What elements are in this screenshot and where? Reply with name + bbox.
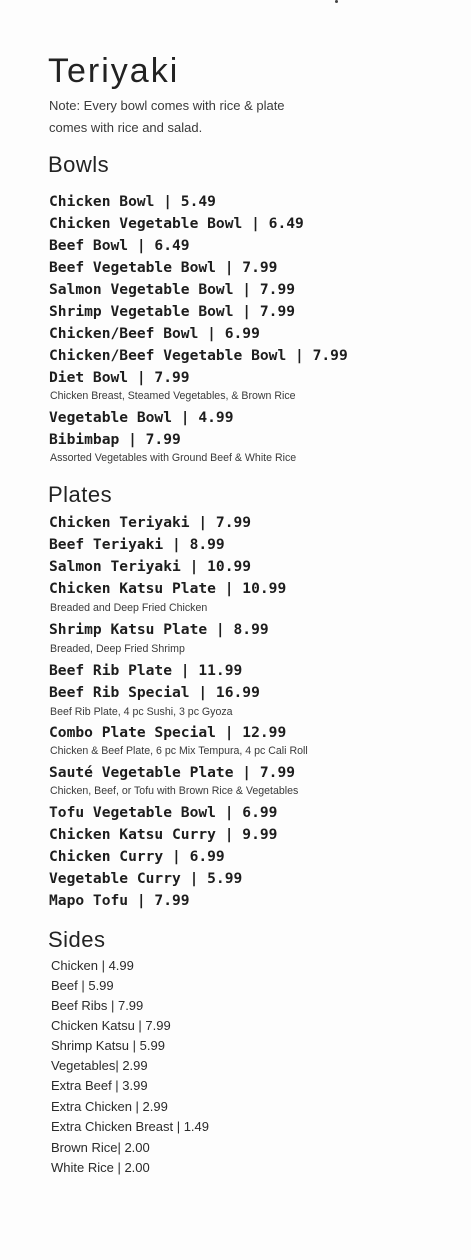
menu-item-chicken-beef-vegetable-bowl: Chicken/Beef Vegetable Bowl | 7.99 (49, 347, 348, 364)
menu-item-combo-plate-special: Combo Plate Special | 12.99 (49, 724, 287, 741)
menu-item-description: Assorted Vegetables with Ground Beef & White Rice (50, 452, 297, 464)
side-item-white-rice: White Rice | 2.00 (51, 1160, 150, 1175)
note-line-1: Note: Every bowl comes with rice & plate (49, 98, 285, 113)
menu-item-bibimbap: Bibimbap | 7.99 (49, 431, 181, 448)
side-item-extra-beef: Extra Beef | 3.99 (51, 1078, 148, 1093)
side-item-beef: Beef | 5.99 (51, 978, 114, 993)
menu-item-vegetable-curry: Vegetable Curry | 5.99 (49, 870, 243, 887)
menu-item-beef-rib-special: Beef Rib Special | 16.99 (49, 684, 260, 701)
menu-item-salmon-teriyaki: Salmon Teriyaki | 10.99 (49, 558, 252, 575)
menu-item-shrimp-katsu-plate: Shrimp Katsu Plate | 8.99 (49, 621, 269, 638)
menu-item-beef-vegetable-bowl: Beef Vegetable Bowl | 7.99 (49, 259, 278, 276)
menu-item-description: Chicken & Beef Plate, 6 pc Mix Tempura, 4 pc Cali Roll (50, 745, 308, 757)
menu-item-description: Chicken, Beef, or Tofu with Brown Rice & Vegetables (50, 785, 299, 797)
menu-item-chicken-teriyaki: Chicken Teriyaki | 7.99 (49, 514, 252, 531)
menu-item-chicken-bowl: Chicken Bowl | 5.49 (49, 193, 216, 210)
menu-item-salmon-vegetable-bowl: Salmon Vegetable Bowl | 7.99 (49, 281, 296, 298)
note (49, 95, 349, 139)
menu-item-vegetable-bowl: Vegetable Bowl | 4.99 (49, 409, 234, 426)
menu-item-description: Breaded and Deep Fried Chicken (50, 602, 208, 614)
side-item-extra-chicken: Extra Chicken | 2.99 (51, 1099, 168, 1114)
section-heading-plates: Plates (48, 482, 113, 507)
menu-item-saute-vegetable-plate: Sauté Vegetable Plate | 7.99 (49, 764, 296, 781)
menu-item-chicken-vegetable-bowl: Chicken Vegetable Bowl | 6.49 (49, 215, 304, 232)
page-title: Teriyaki (48, 52, 180, 90)
menu-item-chicken-curry: Chicken Curry | 6.99 (49, 848, 225, 865)
menu-item-diet-bowl: Diet Bowl | 7.99 (49, 369, 190, 386)
side-item-chicken: Chicken | 4.99 (51, 958, 134, 973)
section-heading-bowls: Bowls (48, 152, 110, 177)
menu-item-description: Beef Rib Plate, 4 pc Sushi, 3 pc Gyoza (50, 706, 233, 718)
menu-item-beef-teriyaki: Beef Teriyaki | 8.99 (49, 536, 225, 553)
side-item-shrimp-katsu: Shrimp Katsu | 5.99 (51, 1038, 165, 1053)
menu-item-shrimp-vegetable-bowl: Shrimp Vegetable Bowl | 7.99 (49, 303, 296, 320)
menu-item-beef-bowl: Beef Bowl | 6.49 (49, 237, 190, 254)
menu-item-tofu-vegetable-bowl: Tofu Vegetable Bowl | 6.99 (49, 804, 278, 821)
menu-item-description: Chicken Breast, Steamed Vegetables, & Brown Rice (50, 390, 296, 402)
menu-item-mapo-tofu: Mapo Tofu | 7.99 (49, 892, 190, 909)
menu-item-description: Breaded, Deep Fried Shrimp (50, 643, 185, 655)
side-item-brown-rice: Brown Rice| 2.00 (51, 1140, 150, 1155)
menu-item-chicken-beef-bowl: Chicken/Beef Bowl | 6.99 (49, 325, 260, 342)
side-item-extra-chicken-breast: Extra Chicken Breast | 1.49 (51, 1119, 210, 1134)
side-item-vegetables: Vegetables| 2.99 (51, 1058, 148, 1073)
side-item-chicken-katsu: Chicken Katsu | 7.99 (51, 1018, 171, 1033)
menu-item-beef-rib-plate: Beef Rib Plate | 11.99 (49, 662, 243, 679)
menu-item-chicken-katsu-plate: Chicken Katsu Plate | 10.99 (49, 580, 287, 597)
side-item-beef-ribs: Beef Ribs | 7.99 (51, 998, 144, 1013)
note-line-2: comes with rice and salad. (49, 120, 203, 135)
section-heading-sides: Sides (48, 927, 106, 952)
menu-item-chicken-katsu-curry: Chicken Katsu Curry | 9.99 (49, 826, 278, 843)
scan-speck (335, 0, 338, 3)
